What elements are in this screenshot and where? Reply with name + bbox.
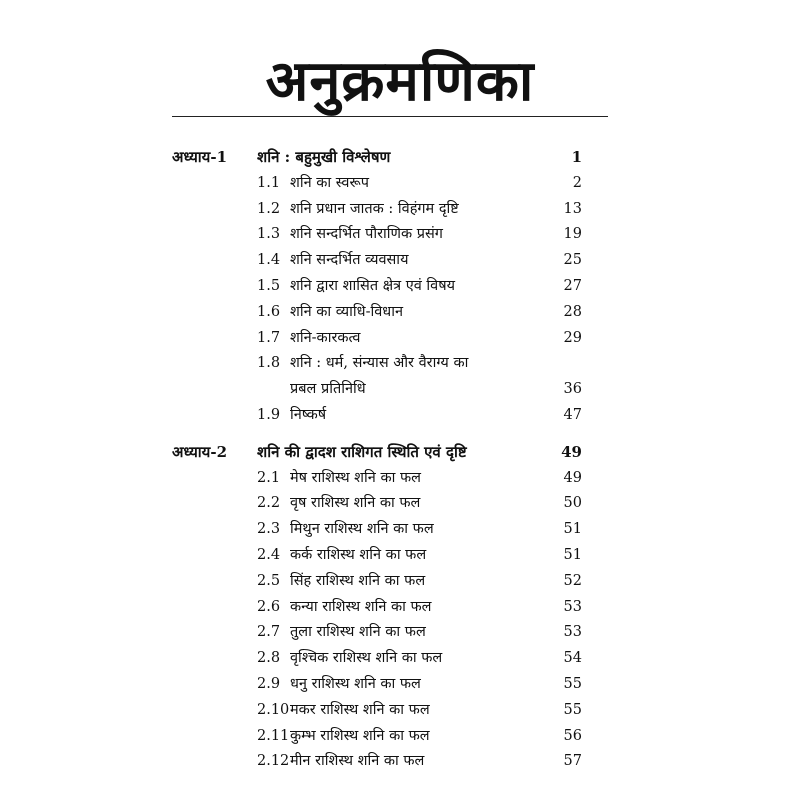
section-title: मीन राशिस्थ शनि का फल <box>290 753 425 770</box>
page-number: 54 <box>563 650 582 667</box>
page-number: 47 <box>563 406 582 423</box>
section-number: 2.7 <box>257 624 281 641</box>
section-number: 1.4 <box>257 252 281 269</box>
section-number: 2.8 <box>257 650 281 667</box>
page-number: 53 <box>563 624 582 641</box>
section-number: 2.3 <box>257 521 281 538</box>
page-number: 53 <box>563 598 582 615</box>
toc-entry-continuation[interactable] <box>172 377 582 403</box>
section-number: 1.2 <box>257 200 281 217</box>
page-number: 27 <box>563 277 582 294</box>
section-title: शनि द्वारा शासित क्षेत्र एवं विषय <box>290 277 456 294</box>
page-number: 55 <box>563 675 582 692</box>
chapter-heading[interactable] <box>172 440 582 466</box>
toc-entry[interactable] <box>172 698 582 724</box>
page-number: 57 <box>563 753 582 770</box>
section-title: वृष राशिस्थ शनि का फल <box>290 495 421 512</box>
page-number: 2 <box>572 174 582 191</box>
section-title: शनि सन्दर्भित व्यवसाय <box>290 252 409 269</box>
section-title: तुला राशिस्थ शनि का फल <box>290 624 426 641</box>
section-number: 2.11 <box>257 727 290 744</box>
page-number: 52 <box>563 572 582 589</box>
section-title: सिंह राशिस्थ शनि का फल <box>290 572 426 589</box>
toc-entry[interactable] <box>172 595 582 621</box>
toc-entry[interactable] <box>172 672 582 698</box>
toc-entry[interactable] <box>172 222 582 248</box>
page-number: 50 <box>563 495 582 512</box>
section-number: 2.2 <box>257 495 281 512</box>
section-number: 1.7 <box>257 329 281 346</box>
page-number: 55 <box>563 701 582 718</box>
page-number: 29 <box>563 329 582 346</box>
toc-entry[interactable] <box>172 300 582 326</box>
section-number: 1.9 <box>257 406 281 423</box>
section-title-continuation: प्रबल प्रतिनिधि <box>290 381 366 398</box>
section-title: मेष राशिस्थ शनि का फल <box>290 469 421 486</box>
page-number: 25 <box>563 252 582 269</box>
section-number: 2.9 <box>257 675 281 692</box>
section-number: 1.1 <box>257 174 281 191</box>
section-title: मकर राशिस्थ शनि का फल <box>290 701 430 718</box>
toc-entry[interactable] <box>172 646 582 672</box>
toc-entry[interactable] <box>172 403 582 429</box>
section-number: 1.6 <box>257 303 281 320</box>
toc-entry[interactable] <box>172 351 582 377</box>
section-number: 2.4 <box>257 546 281 563</box>
page-number: 1 <box>571 148 582 166</box>
toc-entry[interactable] <box>172 466 582 492</box>
page-number: 51 <box>563 546 582 563</box>
section-title: कुम्भ राशिस्थ शनि का फल <box>290 727 430 744</box>
page-number: 36 <box>563 381 582 398</box>
toc-entry[interactable] <box>172 543 582 569</box>
chapter-title: शनि : बहुमुखी विश्लेषण <box>257 148 391 166</box>
section-title: कन्या राशिस्थ शनि का फल <box>290 598 432 615</box>
toc-entry[interactable] <box>172 326 582 352</box>
page-number: 51 <box>563 521 582 538</box>
page-number: 13 <box>563 200 582 217</box>
section-title: शनि का व्याधि-विधान <box>290 303 404 320</box>
toc-entry[interactable] <box>172 491 582 517</box>
section-title: मिथुन राशिस्थ शनि का फल <box>290 521 434 538</box>
section-title: कर्क राशिस्थ शनि का फल <box>290 546 427 563</box>
section-title: शनि सन्दर्भित पौराणिक प्रसंग <box>290 226 443 243</box>
page-number: 49 <box>563 469 582 486</box>
section-number: 2.10 <box>257 701 290 718</box>
toc-entry[interactable] <box>172 620 582 646</box>
toc-entry[interactable] <box>172 749 582 775</box>
toc-entry[interactable] <box>172 248 582 274</box>
chapter-title: शनि की द्वादश राशिगत स्थिति एवं दृष्टि <box>257 442 467 461</box>
section-number: 2.6 <box>257 598 281 615</box>
section-title: वृश्चिक राशिस्थ शनि का फल <box>290 650 443 667</box>
toc-entry[interactable] <box>172 197 582 223</box>
section-title: निष्कर्ष <box>290 406 327 423</box>
section-title: शनि का स्वरूप <box>290 174 369 191</box>
page-number: 19 <box>563 226 582 243</box>
page-number: 28 <box>563 303 582 320</box>
page-number: 56 <box>563 727 582 744</box>
section-number: 1.8 <box>257 355 281 372</box>
title-divider <box>172 116 608 117</box>
toc-entry[interactable] <box>172 274 582 300</box>
toc-entry[interactable] <box>172 517 582 543</box>
page-title: अनुक्रमणिका <box>265 49 535 114</box>
section-title: शनि : धर्म, संन्यास और वैराग्य का <box>290 355 469 372</box>
chapter-label: अध्याय-2 <box>172 442 228 461</box>
table-of-contents <box>172 145 582 775</box>
section-number: 1.5 <box>257 277 281 294</box>
chapter-label: अध्याय-1 <box>172 148 228 166</box>
section-number: 2.5 <box>257 572 281 589</box>
page-number: 49 <box>561 442 582 461</box>
section-number: 2.12 <box>257 753 290 770</box>
section-title: धनु राशिस्थ शनि का फल <box>290 675 421 692</box>
section-number: 1.3 <box>257 226 281 243</box>
toc-entry[interactable] <box>172 171 582 197</box>
section-title: शनि प्रधान जातक : विहंगम दृष्टि <box>290 200 459 217</box>
toc-entry[interactable] <box>172 569 582 595</box>
section-number: 2.1 <box>257 469 281 486</box>
chapter-heading[interactable] <box>172 145 582 171</box>
section-title: शनि-कारकत्व <box>290 329 361 346</box>
toc-entry[interactable] <box>172 724 582 750</box>
